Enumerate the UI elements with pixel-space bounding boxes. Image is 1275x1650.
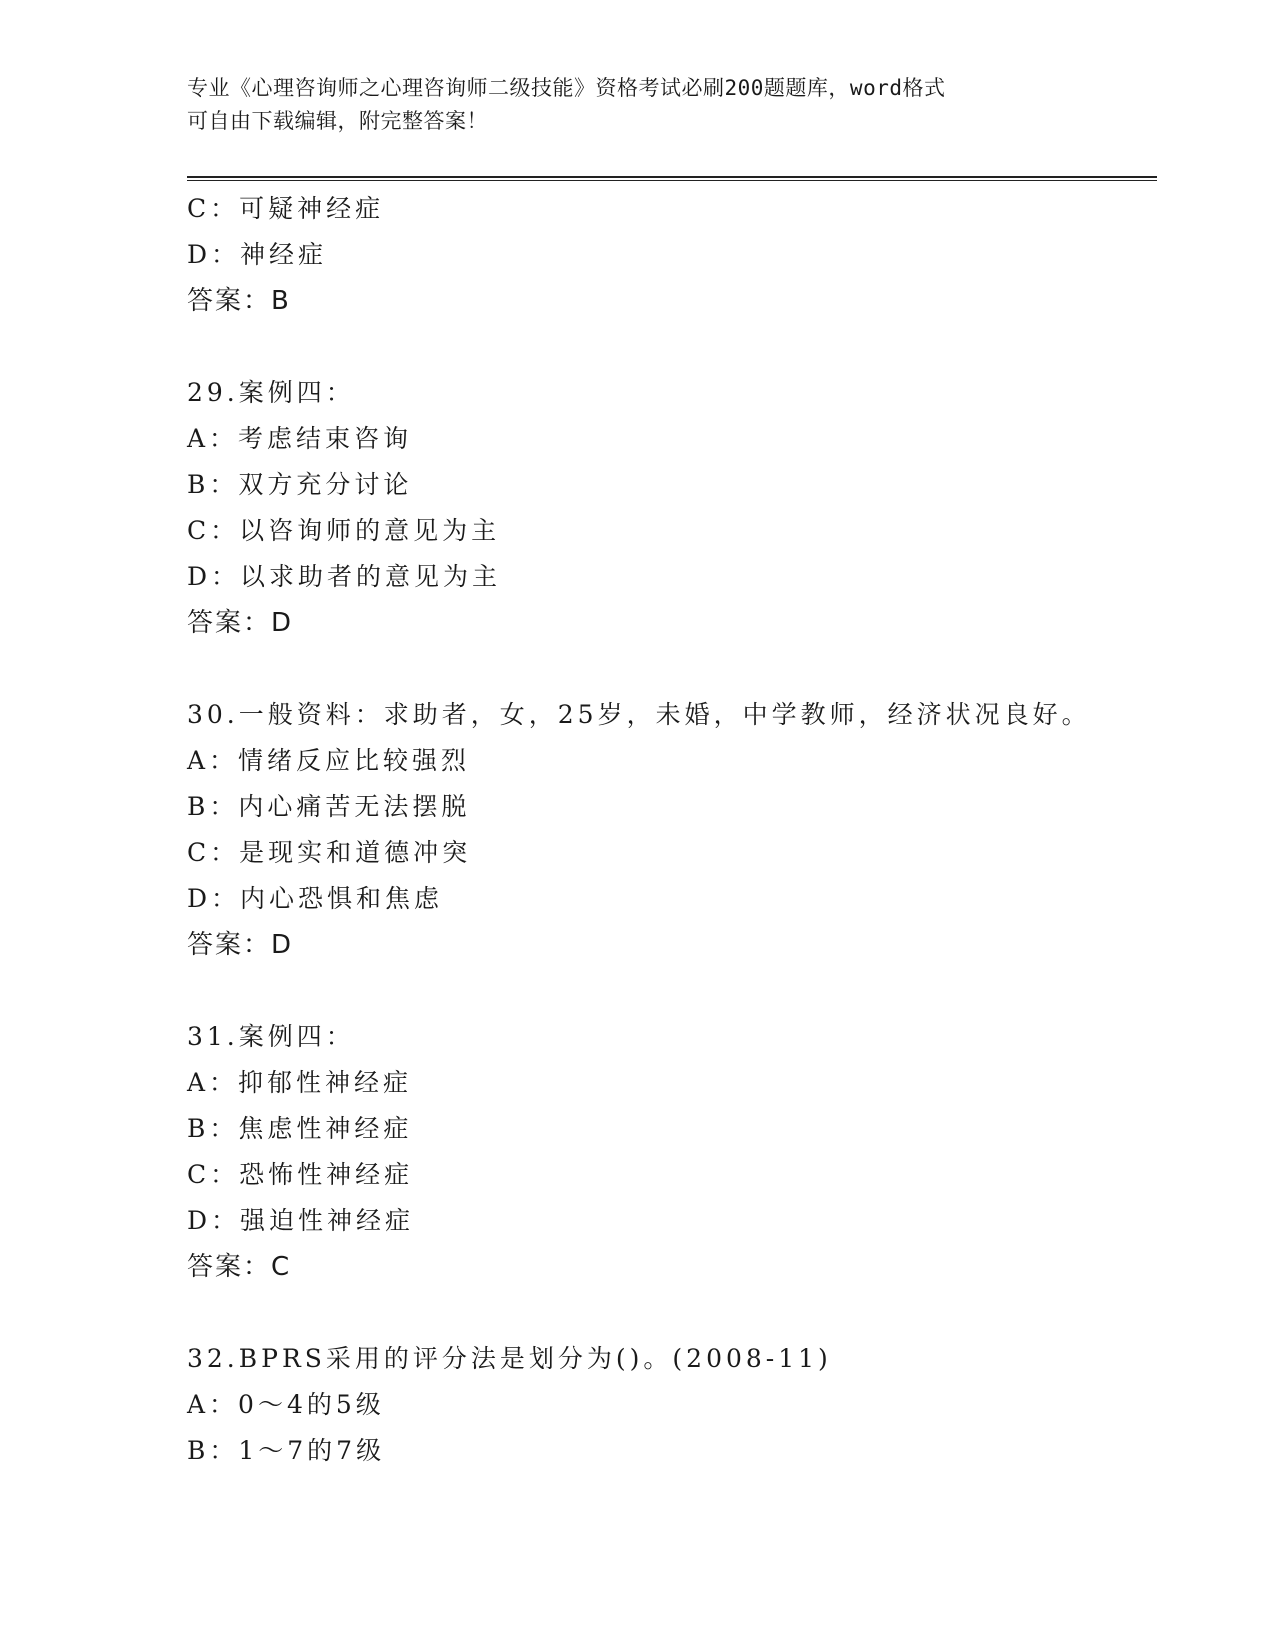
option-c: C：可疑神经症 bbox=[187, 194, 385, 223]
question-list bbox=[187, 186, 1157, 1474]
option-d: D：神经症 bbox=[187, 240, 328, 269]
option-a: A：情绪反应比较强烈 bbox=[187, 746, 471, 775]
option-b: B：双方充分讨论 bbox=[187, 470, 413, 499]
question-30 bbox=[187, 692, 1157, 968]
answer-line: 答案：D bbox=[187, 930, 294, 960]
answer-line: 答案：C bbox=[187, 1252, 292, 1282]
question-stem: 30.一般资料：求助者，女，25岁，未婚，中学教师，经济状况良好。 bbox=[187, 700, 1091, 729]
question-28-continuation bbox=[187, 186, 1157, 324]
option-a: A：考虑结束咨询 bbox=[187, 424, 413, 453]
header-line-1: 专业《心理咨询师之心理咨询师二级技能》资格考试必刷200题题库，word格式 bbox=[187, 76, 946, 100]
option-d: D：内心恐惧和焦虑 bbox=[187, 884, 444, 913]
question-stem: 29.案例四： bbox=[187, 378, 355, 407]
option-b: B：焦虑性神经症 bbox=[187, 1114, 413, 1143]
question-31 bbox=[187, 1014, 1157, 1290]
option-c: C：恐怖性神经症 bbox=[187, 1160, 414, 1189]
spacer bbox=[187, 1290, 1157, 1336]
header-divider bbox=[187, 176, 1157, 181]
spacer bbox=[187, 324, 1157, 370]
answer-line: 答案：B bbox=[187, 286, 291, 316]
header-line-2: 可自由下载编辑，附完整答案！ bbox=[187, 109, 488, 133]
option-d: D：强迫性神经症 bbox=[187, 1206, 415, 1235]
option-b: B：1～7的7级 bbox=[187, 1436, 386, 1465]
option-c: C：以咨询师的意见为主 bbox=[187, 516, 501, 545]
question-32 bbox=[187, 1336, 1157, 1474]
option-d: D：以求助者的意见为主 bbox=[187, 562, 502, 591]
spacer bbox=[187, 968, 1157, 1014]
spacer bbox=[187, 646, 1157, 692]
option-a: A：0～4的5级 bbox=[187, 1390, 385, 1419]
page-header bbox=[187, 72, 1087, 138]
question-stem: 32.BPRS采用的评分法是划分为()。(2008-11) bbox=[187, 1344, 832, 1373]
question-29 bbox=[187, 370, 1157, 646]
question-stem: 31.案例四： bbox=[187, 1022, 355, 1051]
option-a: A：抑郁性神经症 bbox=[187, 1068, 413, 1097]
option-b: B：内心痛苦无法摆脱 bbox=[187, 792, 471, 821]
answer-line: 答案：D bbox=[187, 608, 294, 638]
option-c: C：是现实和道德冲突 bbox=[187, 838, 472, 867]
